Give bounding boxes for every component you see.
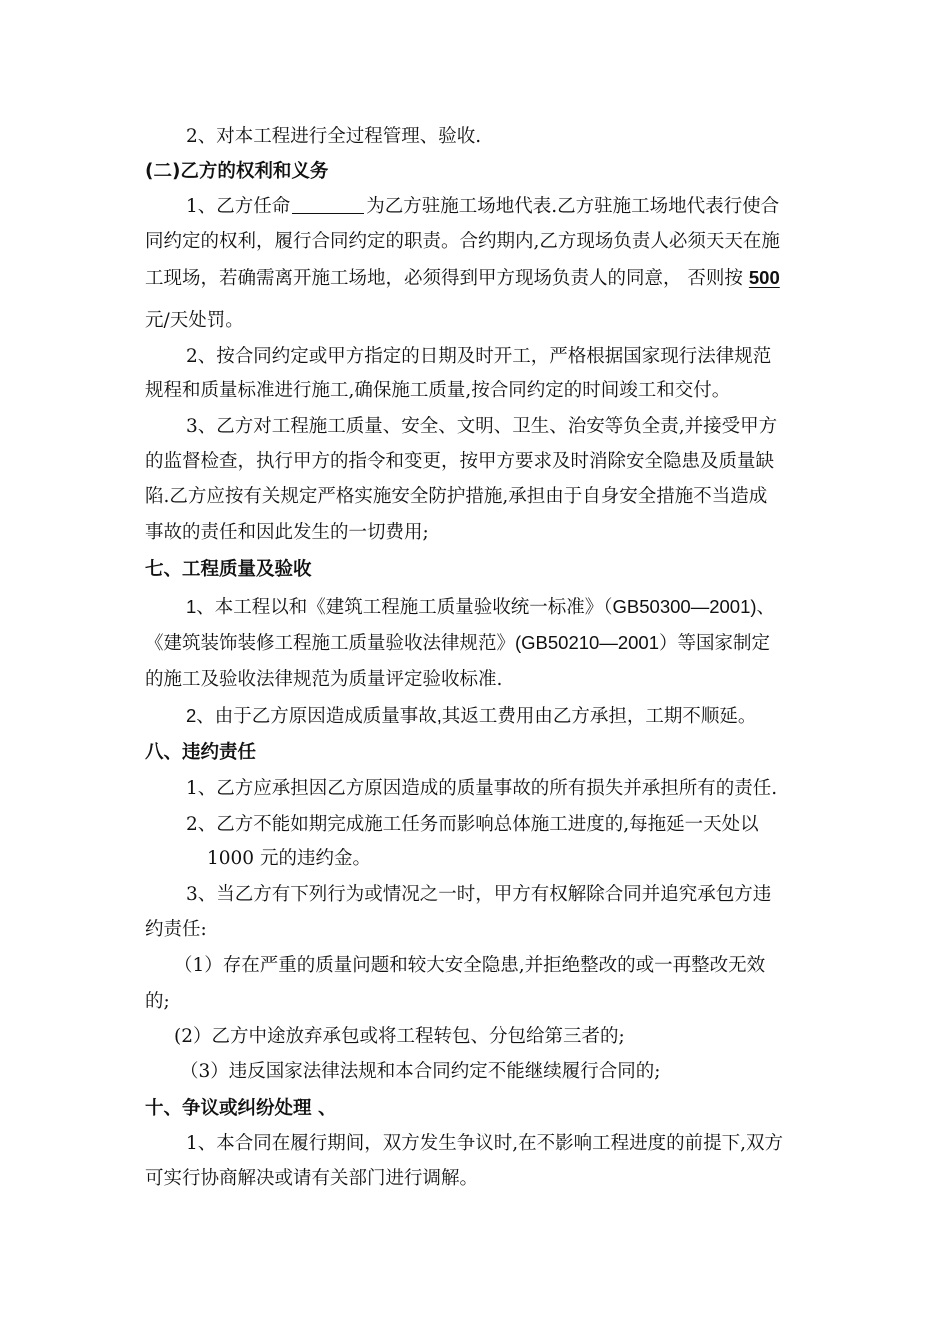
text-run: 工现场，若确需离开施工场地，必须得到甲方现场负责人的同意， 否则按	[145, 268, 743, 289]
paragraph-line: 1、本工程以和《建筑工程施工质量验收统一标准》（GB50300—2001)、	[186, 596, 776, 617]
paragraph-line: 2、由于乙方原因造成质量事故,其返工费用由乙方承担，工期不顺延。	[186, 705, 757, 726]
paragraph-line: （1）存在严重的质量问题和较大安全隐患,并拒绝整改的或一再整改无效	[174, 955, 766, 976]
paragraph-line	[145, 265, 950, 292]
paragraph-line: 3、当乙方有下列行为或情况之一时，甲方有权解除合同并追究承包方违	[186, 884, 772, 905]
paragraph-line: （3）违反国家法律法规和本合同约定不能继续履行合同的;	[180, 1061, 661, 1082]
paragraph-line: 可实行协商解决或请有关部门进行调解。	[145, 1168, 479, 1189]
paragraph-line: 1000 元的违约金。	[207, 848, 371, 869]
penalty-amount: 500	[748, 267, 780, 288]
paragraph-line: 《建筑装饰装修工程施工质量验收法律规范》(GB50210—2001）等国家制定	[145, 632, 770, 653]
section-heading: (二)乙方的权利和义务	[145, 161, 329, 182]
paragraph-line: 的;	[145, 991, 170, 1012]
paragraph-line	[186, 194, 950, 220]
paragraph-line: 1、本合同在履行期间，双方发生争议时,在不影响工程进度的前提下,双方	[186, 1133, 784, 1154]
paragraph-line: 2、乙方不能如期完成施工任务而影响总体施工进度的,每拖延一天处以	[186, 814, 759, 835]
paragraph-line: 规程和质量标准进行施工,确保施工质量,按合同约定的时间竣工和交付。	[145, 380, 731, 401]
paragraph-line: (2）乙方中途放弃承包或将工程转包、分包给第三者的;	[174, 1026, 625, 1047]
paragraph-line: 1、乙方应承担因乙方原因造成的质量事故的所有损失并承担所有的责任.	[186, 778, 778, 799]
paragraph-line: 元/天处罚。	[145, 310, 244, 331]
paragraph-line: 的监督检查，执行甲方的指令和变更，按甲方要求及时消除安全隐患及质量缺	[145, 451, 775, 472]
paragraph-line: 的施工及验收法律规范为质量评定验收标准.	[145, 669, 503, 690]
text-run: 为乙方驻施工场地代表.乙方驻施工场地代表行使合	[366, 196, 780, 217]
paragraph-line: 2、对本工程进行全过程管理、验收.	[186, 126, 482, 147]
paragraph-line: 2、按合同约定或甲方指定的日期及时开工，严格根据国家现行法律规范	[186, 346, 772, 367]
paragraph-line: 事故的责任和因此发生的一切费用;	[145, 522, 429, 543]
blank-field	[292, 195, 364, 214]
section-heading: 七、工程质量及验收	[145, 559, 312, 580]
paragraph-line: 约责任:	[145, 919, 207, 940]
paragraph-line: 同约定的权利，履行合同约定的职责。合约期内,乙方现场负责人必须天天在施	[145, 231, 780, 252]
paragraph-line: 3、乙方对工程施工质量、安全、文明、卫生、治安等负全责,并接受甲方	[186, 416, 778, 437]
paragraph-line: 陷.乙方应按有关规定严格实施安全防护措施,承担由于自身安全措施不当造成	[145, 486, 768, 507]
section-heading: 八、违约责任	[145, 742, 257, 763]
text-run: 1、乙方任命	[186, 196, 291, 217]
section-heading: 十、争议或纠纷处理 、	[145, 1098, 337, 1119]
